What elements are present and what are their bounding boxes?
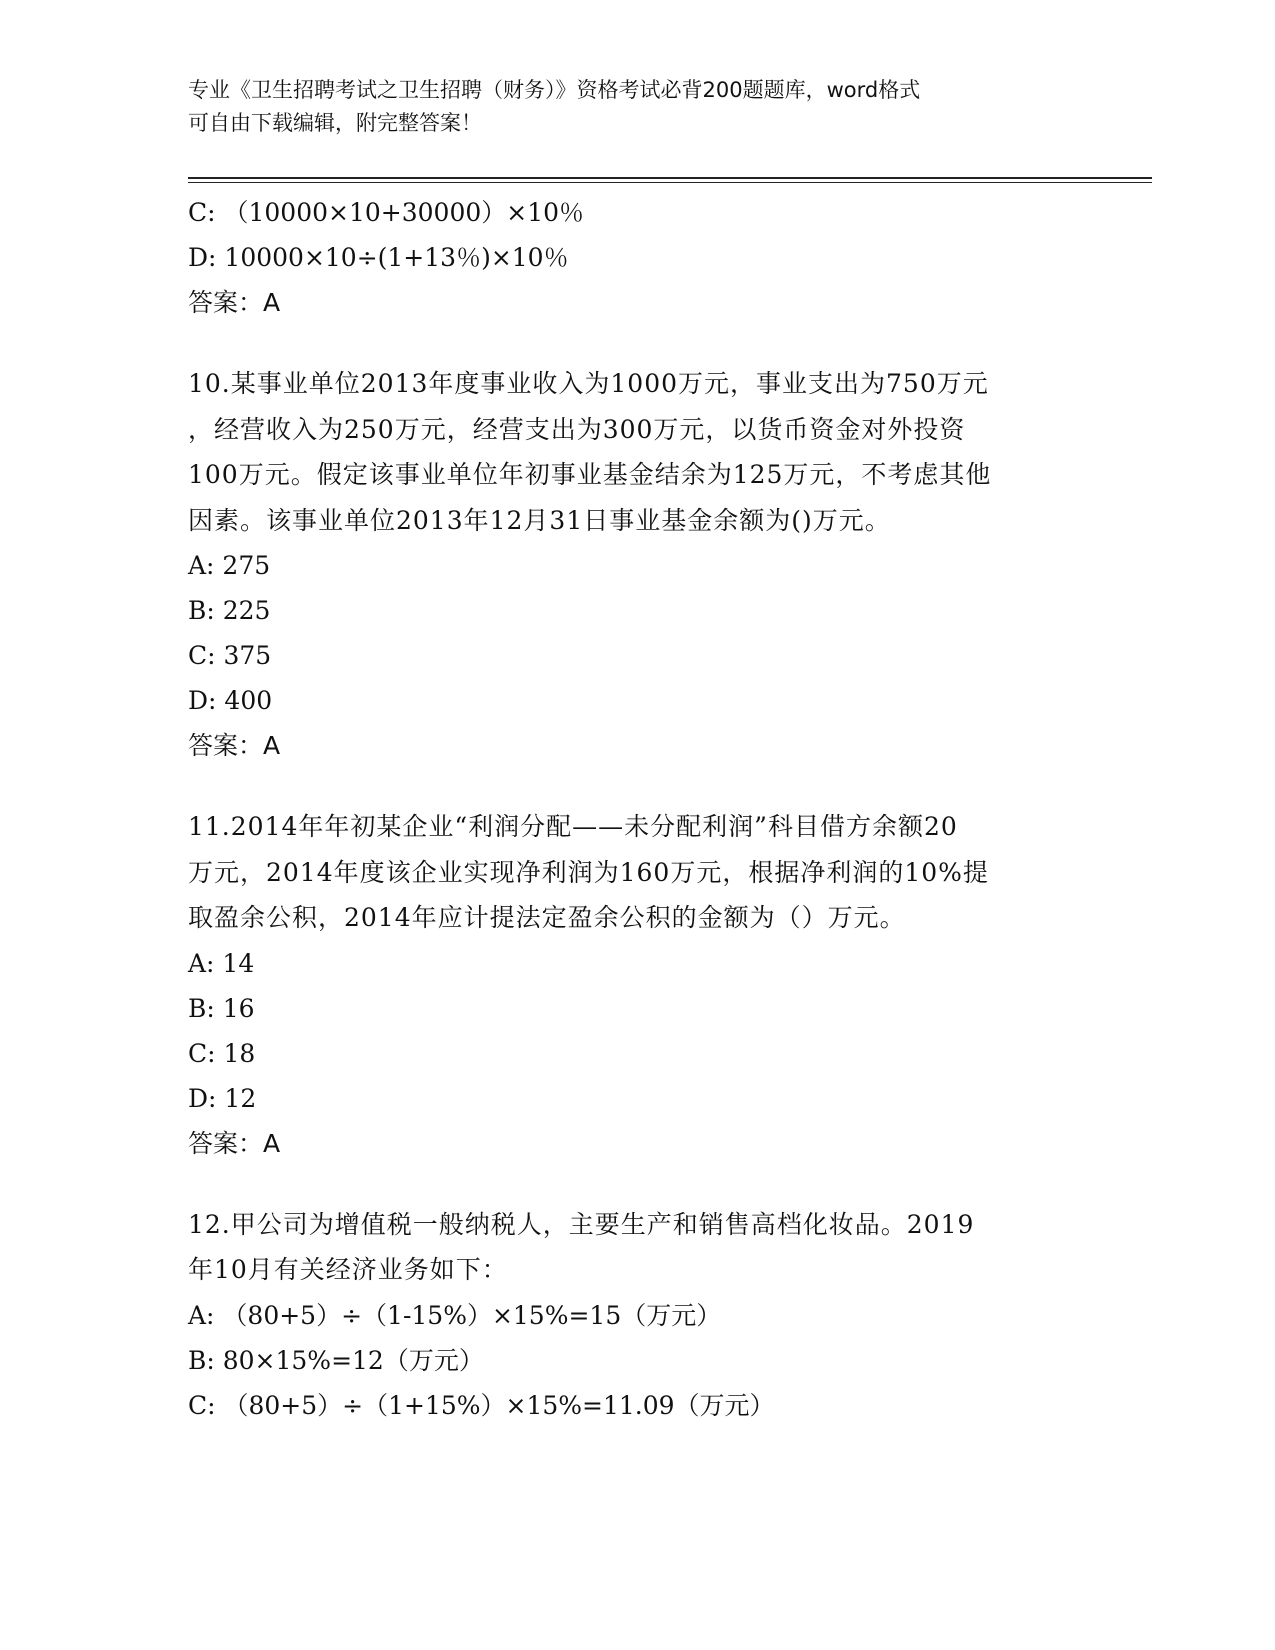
- stem-line: 万元，2014年度该企业实现净利润为160万元，根据净利润的10%提: [188, 857, 989, 887]
- answer-line: 答案：A: [188, 731, 281, 760]
- option-b: B: 225: [188, 596, 271, 625]
- stem-line: 100万元。假定该事业单位年初事业基金结余为125万元，不考虑其他: [188, 460, 992, 489]
- option-d: D: 10000×10÷(1+13％)×10％: [188, 243, 569, 272]
- header-divider-thick: [188, 177, 1152, 179]
- question-11: [188, 804, 1088, 1166]
- document-body: [188, 190, 1088, 1428]
- stem-line: 12.甲公司为增值税一般纳税人，主要生产和销售高档化妆品。2019: [188, 1209, 975, 1239]
- option-a: A: （80+5）÷（1-15%）×15%=15（万元）: [188, 1300, 722, 1330]
- stem-line: 取盈余公积，2014年应计提法定盈余公积的金额为（）万元。: [188, 903, 906, 932]
- option-c: C: 18: [188, 1038, 256, 1068]
- answer-line: 答案：A: [188, 288, 281, 317]
- option-b: B: 16: [188, 993, 255, 1023]
- question-stem: [188, 361, 1088, 543]
- option-c: C: 375: [188, 641, 272, 670]
- option-c: C: （80+5）÷（1+15%）×15%=11.09（万元）: [188, 1390, 775, 1420]
- option-a: A: 275: [188, 551, 271, 580]
- stem-line: 年10月有关经济业务如下：: [188, 1255, 508, 1284]
- header-line-2: 可自由下载编辑，附完整答案！: [188, 111, 482, 135]
- question-stem: [188, 1202, 1088, 1293]
- stem-line: 11.2014年年初某企业“利润分配——未分配利润”科目借方余额20: [188, 812, 958, 841]
- option-b: B: 80×15%=12（万元）: [188, 1345, 484, 1375]
- question-12: [188, 1202, 1088, 1428]
- option-d: D: 400: [188, 686, 273, 715]
- option-a: A: 14: [188, 948, 255, 978]
- question-9-tail: [188, 190, 1088, 325]
- question-10: [188, 361, 1088, 768]
- stem-line: ，经营收入为250万元，经营支出为300万元，以货币资金对外投资: [188, 414, 966, 444]
- option-c: C: （10000×10+30000）×10％: [188, 198, 585, 227]
- question-stem: [188, 804, 1088, 941]
- header-divider-thin: [188, 182, 1152, 183]
- option-d: D: 12: [188, 1083, 257, 1113]
- header-line-1: 专业《卫生招聘考试之卫生招聘（财务）》资格考试必背200题题库，word格式: [188, 78, 921, 102]
- stem-line: 因素。该事业单位2013年12月31日事业基金余额为()万元。: [188, 505, 891, 535]
- stem-line: 10.某事业单位2013年度事业收入为1000万元，事业支出为750万元: [188, 369, 989, 398]
- document-header: [188, 74, 1068, 140]
- answer-line: 答案：A: [188, 1128, 281, 1158]
